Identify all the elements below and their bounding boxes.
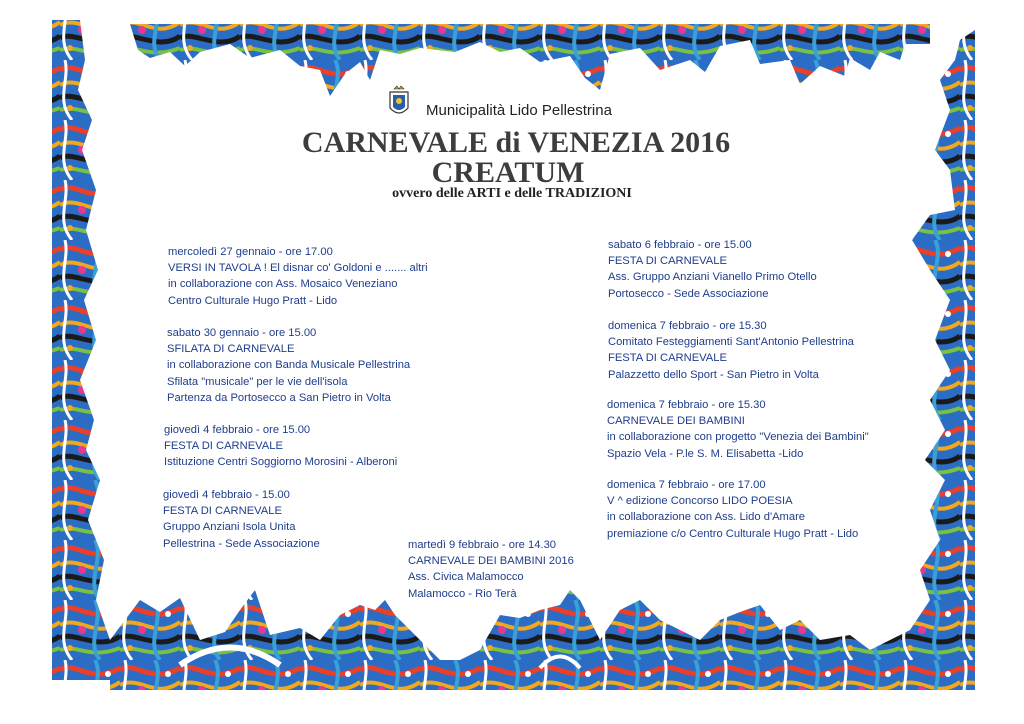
event-line: Partenza da Portosecco a San Pietro in Volta	[167, 391, 391, 404]
event-line: martedì 9 febbraio - ore 14.30	[408, 539, 557, 551]
event-line: in collaborazione con Banda Musicale Pellestrina	[167, 359, 411, 372]
event-block-7-feb-c	[607, 477, 858, 542]
event-title: CARNEVALE di VENEZIA 2016	[301, 126, 731, 159]
event-subtitle: CREATUM	[431, 156, 585, 189]
event-line: domenica 7 febbraio - ore 17.00	[607, 479, 766, 491]
event-line: VERSI IN TAVOLA ! El disnar co' Goldoni e ....... altri	[168, 262, 428, 275]
event-line: SFILATA DI CARNEVALE	[167, 343, 295, 356]
event-line: Spazio Vela - P.le S. M. Elisabetta -Lido	[607, 447, 804, 460]
event-line: premiazione c/o Centro Culturale Hugo Pratt - Lido	[607, 527, 859, 540]
event-line: CARNEVALE DEI BAMBINI 2016	[408, 555, 574, 568]
event-block-7-feb-a	[608, 318, 854, 383]
event-line: Sfilata "musicale" per le vie dell'isola	[167, 375, 348, 388]
event-line: Centro Culturale Hugo Pratt - Lido	[168, 294, 338, 307]
event-line: Palazzetto dello Sport - San Pietro in Volta	[608, 368, 819, 381]
event-line: Ass. Civica Malamocco	[408, 571, 524, 584]
event-tagline: ovvero delle ARTI e delle TRADIZIONI	[392, 186, 632, 201]
event-line: mercoledì 27 gennaio - ore 17.00	[168, 246, 333, 258]
event-line: Pellestrina - Sede Associazione	[163, 537, 320, 550]
event-line: Portosecco - Sede Associazione	[608, 287, 769, 300]
event-line: FESTA DI CARNEVALE	[163, 505, 282, 518]
event-line: Gruppo Anziani Isola Unita	[163, 521, 296, 534]
event-line: Malamocco - Rio Terà	[408, 587, 517, 600]
event-line: giovedì 4 febbraio - 15.00	[163, 489, 290, 501]
event-line: sabato 6 febbraio - ore 15.00	[608, 239, 752, 251]
event-line: Ass. Gruppo Anziani Vianello Primo Otello	[608, 271, 817, 284]
venice-crest-icon	[386, 80, 412, 120]
event-line: FESTA DI CARNEVALE	[164, 440, 283, 453]
municipality-name: Municipalità Lido Pellestrina	[426, 102, 612, 119]
event-line: FESTA DI CARNEVALE	[608, 352, 727, 365]
event-line: in collaborazione con Ass. Mosaico Veneziano	[168, 278, 398, 291]
event-line: giovedì 4 febbraio - ore 15.00	[164, 424, 311, 436]
event-line: V ^ edizione Concorso LIDO POESIA	[607, 495, 793, 508]
event-block-4-feb-a	[164, 422, 397, 471]
event-line: domenica 7 febbraio - ore 15.30	[607, 399, 766, 411]
event-line: in collaborazione con Ass. Lido d'Amare	[607, 511, 806, 524]
event-block-7-feb-b	[607, 397, 869, 462]
event-line: FESTA DI CARNEVALE	[608, 255, 727, 268]
event-block-6-feb	[608, 237, 817, 302]
event-block-9-feb	[408, 537, 574, 602]
event-line: domenica 7 febbraio - ore 15.30	[608, 320, 767, 332]
event-line: Istituzione Centri Soggiorno Morosini - Alberoni	[164, 456, 398, 469]
event-line: CARNEVALE DEI BAMBINI	[607, 415, 745, 428]
event-line: Comitato Festeggiamenti Sant'Antonio Pellestrina	[608, 336, 854, 349]
event-block-30-jan	[167, 325, 410, 406]
event-line: in collaborazione con progetto "Venezia dei Bambini"	[607, 431, 869, 444]
event-block-27-jan	[168, 244, 428, 309]
event-block-4-feb-b	[163, 487, 320, 552]
event-line: sabato 30 gennaio - ore 15.00	[167, 327, 317, 339]
